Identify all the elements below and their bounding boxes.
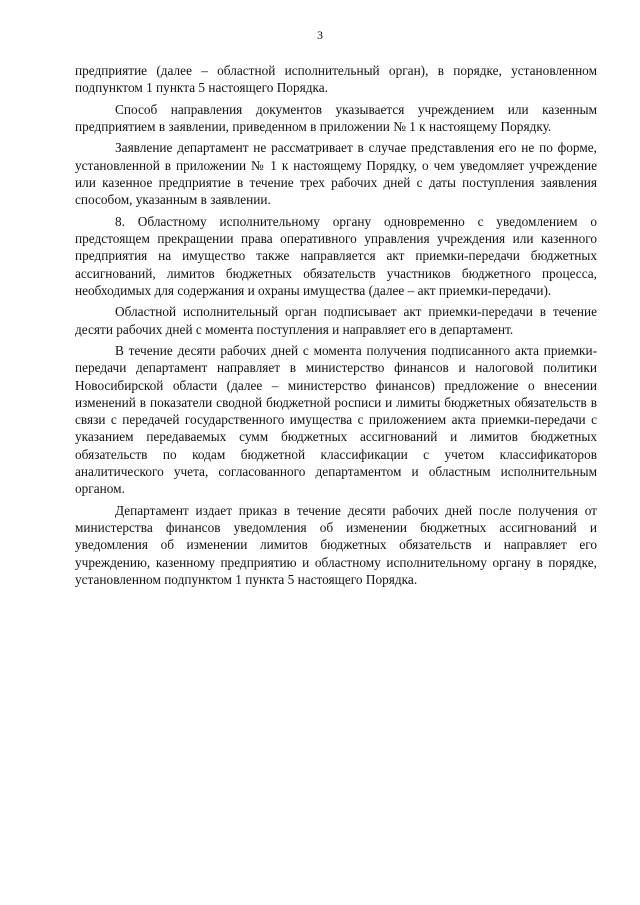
- paragraph-budget-changes-proposal: В течение десяти рабочих дней с момента получения подписанного акта приемки-передачи департамент направляет в министерство финансов и налоговой политики Новосибирской области (далее – министерство финансов) предложение о внесении изменений в показатели сводной бюджетной росписи и лимиты бюджетных обязательств в связи с передачей государственного имущества с приложением акта приемки-передачи с указанием передаваемых сумм бюджетных ассигнований и лимитов бюджетных обязательств по кодам бюджетной классификации с учетом классификаторов аналитического учета, согласованного департаментом и областным исполнительным органом.: [75, 342, 597, 497]
- paragraph-document-delivery-method: Способ направления документов указывается учреждением или казенным предприятием в заявлении, приведенном в приложении № 1 к настоящему Порядку.: [75, 101, 597, 134]
- paragraph-application-rejection: Заявление департамент не рассматривает в случае представления его не по форме, установленной в приложении № 1 к настоящему Порядку, о чем уведомляет учреждение или казенное предприятие в течение трех рабочих дней с даты поступления заявления способом, указанным в заявлении.: [75, 140, 597, 208]
- document-body: [75, 62, 597, 592]
- page-number: 3: [317, 28, 323, 42]
- paragraph-continued: предприятие (далее – областной исполнительный орган), в порядке, установленном подпунктом 1 пункта 5 настоящего Порядка.: [75, 63, 597, 96]
- paragraph-act-signing: Областной исполнительный орган подписывает акт приемки-передачи в течение десяти рабочих дней с момента поступления и направляет его в департамент.: [75, 304, 597, 337]
- paragraph-department-order: Департамент издает приказ в течение десяти рабочих дней после получения от министерства финансов уведомления об изменении бюджетных ассигнований и уведомления об изменении лимитов бюджетных обязательств и направляет его учреждению, казенному предприятию и областному исполнительному органу в порядке, установленном подпунктом 1 пункта 5 настоящего Порядка.: [75, 502, 597, 587]
- paragraph-item-8: 8. Областному исполнительному органу одновременно с уведомлением о предстоящем прекращении права оперативного управления учреждения или казенного предприятия на имущество также направляется акт приемки-передачи бюджетных ассигнований, лимитов бюджетных обязательств участников бюджетного процесса, необходимых для содержания и охраны имущества (далее – акт приемки-передачи).: [75, 213, 597, 298]
